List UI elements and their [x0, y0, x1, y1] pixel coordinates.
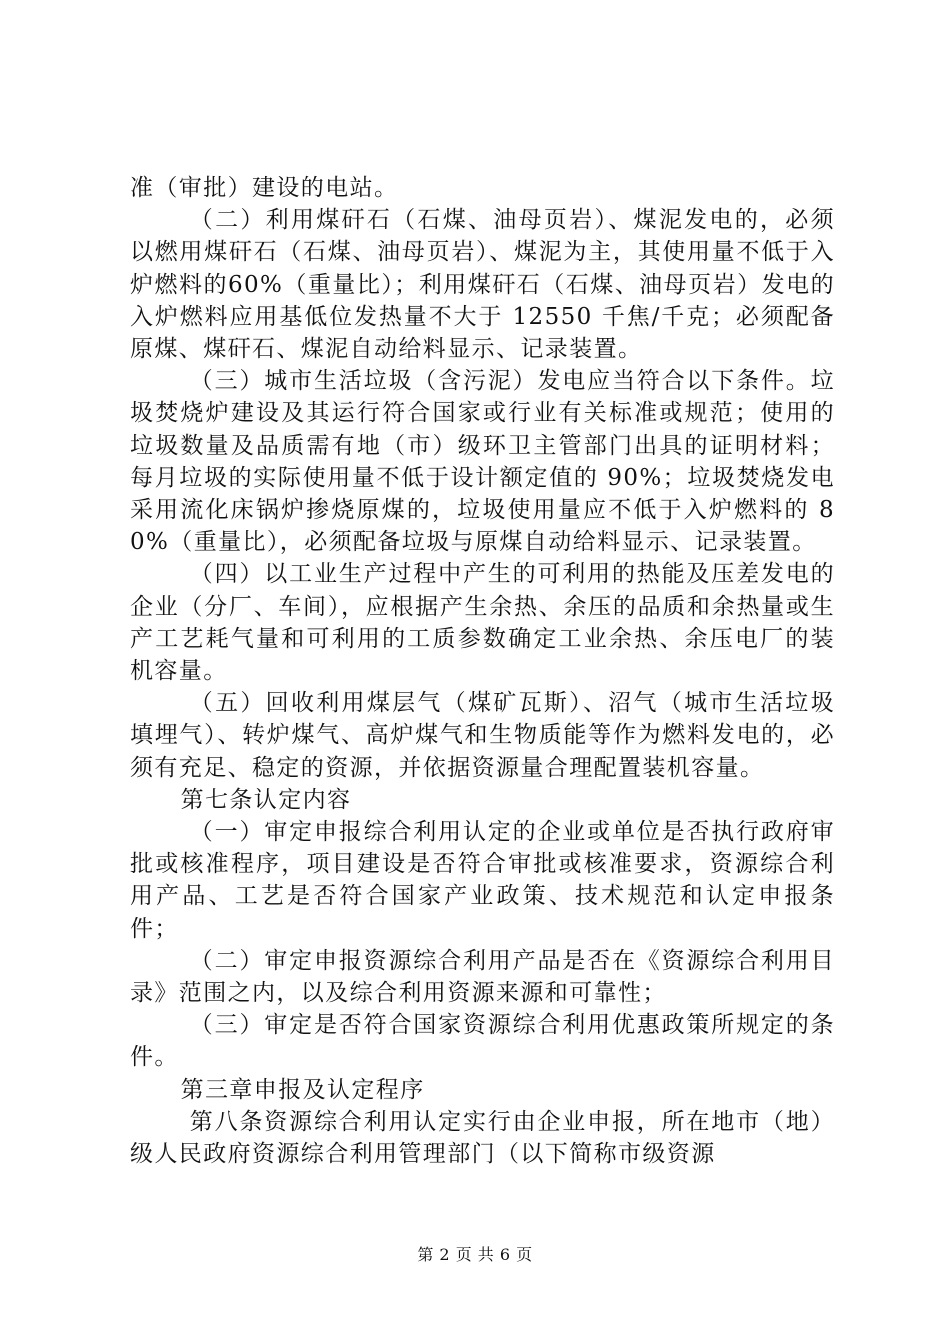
- article-7-item-2: （二）审定申报资源综合利用产品是否在《资源综合利用目录》范围之内，以及综合利用资源来源和可靠性；: [130, 947, 835, 1007]
- article-8-paragraph: 第八条资源综合利用认定实行由企业申报，所在地市（地）级人民政府资源综合利用管理部门（以下简称市级资源: [130, 1108, 835, 1168]
- paragraph-item-3: （三）城市生活垃圾（含污泥）发电应当符合以下条件。垃圾焚烧炉建设及其运行符合国家或行业有关标准或规范；使用的垃圾数量及品质需有地（市）级环卫主管部门出具的证明材料；每月垃圾的实际使用量不低于设计额定值的 90%；垃圾焚烧发电采用流化床锅炉掺烧原煤的，垃圾使用量应不低于入炉燃料的 80%（重量比），必须配备垃圾与原煤自动给料显示、记录装置。: [130, 368, 835, 556]
- document-body: [130, 172, 835, 1170]
- paragraph-item-4: （四）以工业生产过程中产生的可利用的热能及压差发电的企业（分厂、车间），应根据产生余热、余压的品质和余热量或生产工艺耗气量和可利用的工质参数确定工业余热、余压电厂的装机容量。: [130, 561, 835, 685]
- paragraph-continuation: 准（审批）建设的电站。: [130, 175, 399, 201]
- page-number-footer: 第 2 页 共 6 页: [417, 1245, 533, 1264]
- paragraph-item-5: （五）回收利用煤层气（煤矿瓦斯）、沼气（城市生活垃圾填埋气）、转炉煤气、高炉煤气和生物质能等作为燃料发电的，必须有充足、稳定的资源，并依据资源量合理配置装机容量。: [130, 690, 835, 781]
- article-7-heading: 第七条认定内容: [180, 786, 352, 813]
- article-7-item-3: （三）审定是否符合国家资源综合利用优惠政策所规定的条件。: [130, 1012, 835, 1071]
- paragraph-item-2: （二）利用煤矸石（石煤、油母页岩）、煤泥发电的，必须以燃用煤矸石（石煤、油母页岩）、煤泥为主，其使用量不低于入炉燃料的60%（重量比）；利用煤矸石（石煤、油母页岩）发电的入炉燃料应用基低位发热量不大于 12550 千焦/千克；必须配备原煤、煤矸石、煤泥自动给料显示、记录装置。: [130, 207, 835, 363]
- chapter-3-heading: 第三章申报及认定程序: [180, 1076, 425, 1103]
- article-7-item-1: （一）审定申报综合利用认定的企业或单位是否执行政府审批或核准程序，项目建设是否符合审批或核准要求，资源综合利用产品、工艺是否符合国家产业政策、技术规范和认定申报条件；: [130, 819, 835, 942]
